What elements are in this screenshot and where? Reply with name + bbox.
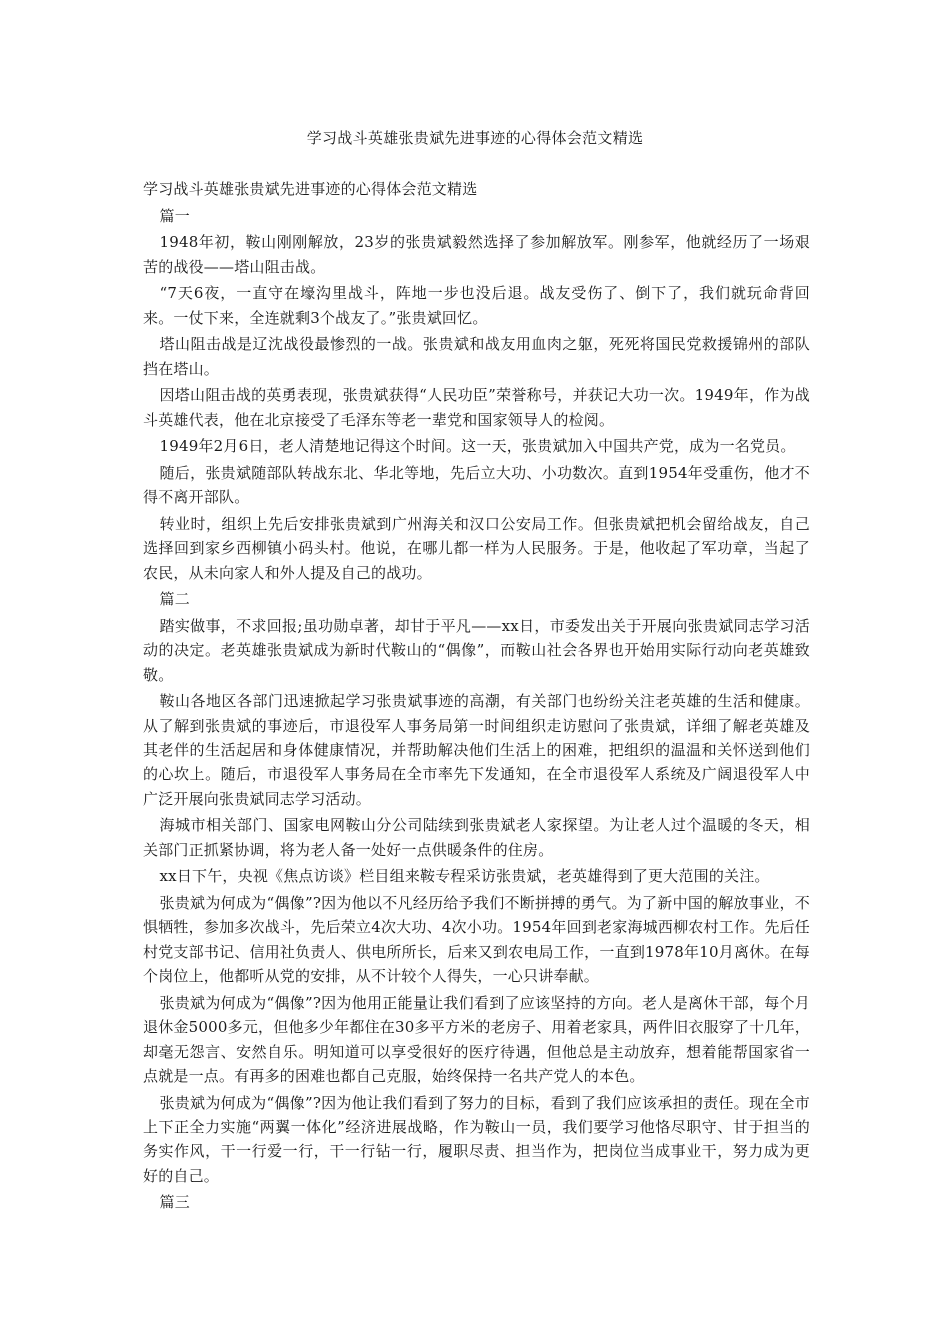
paragraph: 张贵斌为何成为“偶像”?因为他以不凡经历给予我们不断拼搏的勇气。为了新中国的解放事业，不惧牺牲，参加多次战斗，先后荣立4次大功、4次小功。1954年回到老家海城西柳农村工作。先后任村党支部书记、信用社负责人、供电所所长，后来又到农电局工作，一直到1978年10月离休。在每个岗位上，他都听从党的安排，从不计较个人得失，一心只讲奉献。 bbox=[143, 894, 810, 986]
document-body bbox=[143, 177, 810, 1217]
section-label: 篇一 bbox=[159, 206, 190, 225]
paragraph: 张贵斌为何成为“偶像”?因为他用正能量让我们看到了应该坚持的方向。老人是离休干部，每个月退休金5000多元，但他多少年都住在30多平方米的老房子、用着老家具，两件旧衣服穿了十几年，却毫无怨言、安然自乐。明知道可以享受很好的医疗待遇，但他总是主动放弃，想着能帮国家省一点就是一点。有再多的困难也都自己克服，始终保持一名共产党人的本色。 bbox=[143, 993, 810, 1086]
section-label: 篇二 bbox=[159, 590, 190, 609]
document-title: 学习战斗英雄张贵斌先进事迹的心得体会范文精选 bbox=[306, 129, 644, 147]
paragraph: 塔山阻击战是辽沈战役最惨烈的一战。张贵斌和战友用血肉之躯，死死将国民党救援锦州的部队挡在塔山。 bbox=[143, 335, 810, 378]
article-heading: 学习战斗英雄张贵斌先进事迹的心得体会范文精选 bbox=[143, 180, 478, 198]
paragraph: 鞍山各地区各部门迅速掀起学习张贵斌事迹的高潮，有关部门也纷纷关注老英雄的生活和健康。从了解到张贵斌的事迹后，市退役军人事务局第一时间组织走访慰问了张贵斌，详细了解老英雄及其老伴的生活起居和身体健康情况，并帮助解决他们生活上的困难，把组织的温温和关怀送到他们的心坎上。随后，市退役军人事务局在全市率先下发通知，在全市退役军人系统及广阔退役军人中广泛开展向张贵斌同志学习活动。 bbox=[143, 692, 810, 808]
paragraph: “7天6夜，一直守在壕沟里战斗，阵地一步也没后退。战友受伤了、倒下了，我们就玩命背回来。一仗下来，全连就剩3个战友了。”张贵斌回忆。 bbox=[143, 284, 810, 327]
paragraph: 张贵斌为何成为“偶像”?因为他让我们看到了努力的目标，看到了我们应该承担的责任。现在全市上下正全力实施“两翼一体化”经济进展战略，作为鞍山一员，我们要学习他恪尽职守、甘于担当的务实作风，干一行爱一行，干一行钻一行，履职尽责、担当作为，把岗位当成事业干，努力成为更好的自己。 bbox=[143, 1093, 810, 1185]
paragraph: 转业时，组织上先后安排张贵斌到广州海关和汉口公安局工作。但张贵斌把机会留给战友，自己选择回到家乡西柳镇小码头村。他说，在哪儿都一样为人民服务。于是，他收起了军功章，当起了农民，从未向家人和外人提及自己的战功。 bbox=[143, 514, 810, 582]
paragraph: 因塔山阻击战的英勇表现，张贵斌获得“人民功臣”荣誉称号，并获记大功一次。1949年，作为战斗英雄代表，他在北京接受了毛泽东等老一辈党和国家领导人的检阅。 bbox=[143, 386, 810, 429]
paragraph: 1949年2月6日，老人清楚地记得这个时间。这一天，张贵斌加入中国共产党，成为一名党员。 bbox=[159, 437, 796, 456]
section-label: 篇三 bbox=[159, 1193, 190, 1212]
paragraph: 海城市相关部门、国家电网鞍山分公司陆续到张贵斌老人家探望。为让老人过个温暖的冬天，相关部门正抓紧协调，将为老人备一处好一点供暖条件的住房。 bbox=[143, 816, 810, 859]
paragraph: xx日下午，央视《焦点访谈》栏目组来鞍专程采访张贵斌，老英雄得到了更大范围的关注。 bbox=[159, 867, 770, 886]
paragraph: 1948年初，鞍山刚刚解放，23岁的张贵斌毅然选择了参加解放军。刚参军，他就经历了一场艰苦的战役——塔山阻击战。 bbox=[143, 233, 810, 276]
paragraph: 踏实做事，不求回报;虽功勋卓著，却甘于平凡——xx日，市委发出关于开展向张贵斌同志学习活动的决定。老英雄张贵斌成为新时代鞍山的“偶像”，而鞍山社会各界也开始用实际行动向老英雄致敬。 bbox=[143, 616, 810, 684]
paragraph: 随后，张贵斌随部队转战东北、华北等地，先后立大功、小功数次。直到1954年受重伤，他才不得不离开部队。 bbox=[143, 463, 810, 507]
